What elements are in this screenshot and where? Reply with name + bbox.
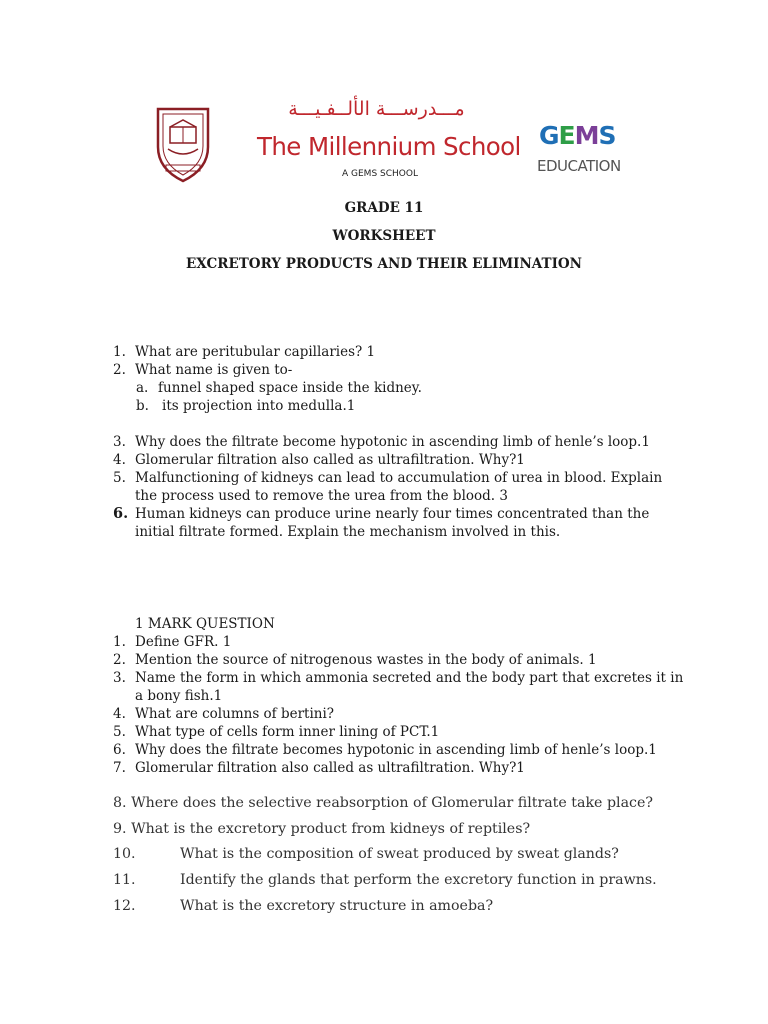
gems-letter-g: G [539, 121, 559, 150]
worksheet-title: WORKSHEET [332, 228, 436, 244]
question-number: 1. [113, 344, 126, 360]
question-continuation: a bony fish.1 [135, 688, 223, 704]
list-item [113, 846, 619, 862]
gems-letter-e: E [558, 121, 575, 150]
question-text: Mention the source of nitrogenous wastes in the body of animals. 1 [135, 652, 597, 668]
question-text: What are columns of bertini? [135, 706, 335, 722]
question-number: 11. [113, 872, 136, 888]
grade-title: GRADE 11 [344, 200, 424, 216]
question-continuation: the process used to remove the urea from the blood. 3 [135, 488, 508, 504]
question-number: 4. [113, 706, 126, 722]
question-text: What are peritubular capillaries? 1 [135, 344, 376, 360]
question-text: What is the composition of sweat produced by sweat glands? [180, 846, 619, 862]
question-text: Glomerular filtration also called as ultrafiltration. Why?1 [135, 452, 525, 468]
question-text: Human kidneys can produce urine nearly four times concentrated than the [135, 506, 650, 522]
question-text: Name the form in which ammonia secreted and the body part that excretes it in [135, 670, 684, 686]
gems-letter-s: S [598, 121, 616, 150]
gems-logo [539, 122, 616, 150]
question-text: What is the excretory product from kidneys of reptiles? [131, 821, 531, 837]
question-number: 1. [113, 634, 126, 650]
question-number: 5. [113, 470, 126, 486]
question-number: 2. [113, 362, 126, 378]
question-number: 7. [113, 760, 126, 776]
question-text: Malfunctioning of kidneys can lead to accumulation of urea in blood. Explain [135, 470, 663, 486]
question-number: 2. [113, 652, 126, 668]
question-text: Glomerular filtration also called as ultrafiltration. Why?1 [135, 760, 525, 776]
question-continuation: initial filtrate formed. Explain the mechanism involved in this. [135, 524, 561, 540]
question-text: funnel shaped space inside the kidney. [158, 380, 422, 396]
gems-letter-m: M [574, 121, 599, 150]
question-text: Where does the selective reabsorption of Glomerular filtrate take place? [131, 795, 653, 811]
school-tagline: A GEMS SCHOOL [342, 169, 418, 179]
question-text: What type of cells form inner lining of PCT.1 [135, 724, 440, 740]
question-number: 8. [113, 795, 127, 811]
section-heading: 1 MARK QUESTION [135, 616, 275, 632]
question-number: 9. [113, 821, 127, 837]
question-number: 6. [113, 742, 126, 758]
topic-title: EXCRETORY PRODUCTS AND THEIR ELIMINATION [185, 256, 582, 272]
question-number: 5. [113, 724, 126, 740]
question-number: 6. [113, 505, 129, 522]
list-item [113, 898, 494, 914]
question-number: 10. [113, 846, 136, 862]
school-name-arabic: مـــدرســـة الألــفـيـــة [288, 98, 465, 120]
school-name: The Millennium School [257, 132, 521, 161]
question-text: Why does the filtrate become hypotonic in ascending limb of henle’s loop.1 [135, 434, 650, 450]
question-text: its projection into medulla.1 [162, 398, 356, 414]
question-number: 3. [113, 434, 126, 450]
question-text: Why does the filtrate becomes hypotonic in ascending limb of henle’s loop.1 [135, 742, 657, 758]
list-item [113, 795, 653, 811]
question-text: Identify the glands that perform the excretory function in prawns. [180, 872, 657, 888]
list-item [113, 821, 530, 837]
question-text: What name is given to- [135, 362, 293, 378]
list-item [113, 872, 657, 888]
question-text: Define GFR. 1 [135, 634, 232, 650]
question-number: 4. [113, 452, 126, 468]
question-number: 3. [113, 670, 126, 686]
sub-question-letter: b. [136, 398, 149, 414]
sub-question-letter: a. [136, 380, 149, 396]
school-crest-logo [152, 103, 214, 185]
question-number: 12. [113, 898, 136, 914]
question-text: What is the excretory structure in amoeba? [180, 898, 494, 914]
gems-education-label: EDUCATION [537, 157, 621, 175]
letterhead [0, 0, 768, 200]
